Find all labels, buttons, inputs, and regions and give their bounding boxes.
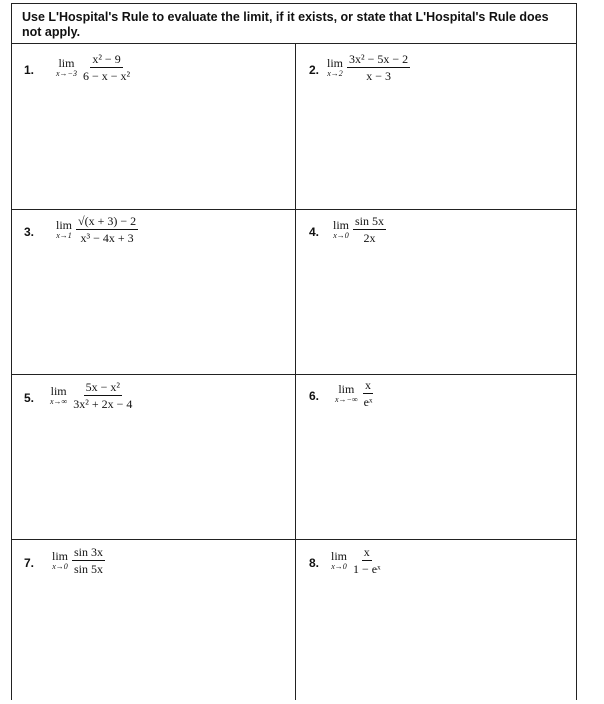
limit-expression <box>56 52 132 83</box>
problem-3 <box>12 209 295 374</box>
denominator: sin 5x <box>74 562 104 576</box>
lim-label: lim <box>52 549 69 563</box>
numerator: x <box>365 378 372 392</box>
limit-expression <box>52 545 105 576</box>
lim-label: lim <box>333 218 350 232</box>
numerator: 5x − x² <box>85 380 121 394</box>
problem-2 <box>295 44 578 209</box>
limit-expression <box>333 214 386 245</box>
problem-5 <box>12 374 295 539</box>
limit-approach: x→2 <box>327 69 343 78</box>
problem-8 <box>295 539 578 704</box>
problem-number: 6. <box>309 389 320 403</box>
fraction <box>353 214 386 245</box>
problem-number: 7. <box>24 556 35 570</box>
numerator: x² − 9 <box>92 52 121 66</box>
fraction <box>81 52 132 83</box>
numerator: 3x² − 5x − 2 <box>349 52 409 66</box>
limit-expression <box>331 545 383 576</box>
fraction <box>71 380 134 411</box>
lim-label: lim <box>50 384 67 398</box>
limit-expression <box>327 52 410 83</box>
fraction <box>362 378 375 409</box>
numerator: x <box>363 545 370 559</box>
denominator: 6 − x − x² <box>82 69 131 83</box>
numerator: √(x + 3) − 2 <box>78 214 137 228</box>
denominator: 1 − eˣ <box>353 562 381 576</box>
limit-approach: x→0 <box>331 562 347 571</box>
limit-expression <box>50 380 134 411</box>
problem-number: 5. <box>24 391 35 405</box>
limit-expression <box>56 214 138 245</box>
instructions: Use L'Hospital's Rule to evaluate the limit, if it exists, or state that L'Hospital's Rule does not apply. <box>12 4 576 44</box>
limit-approach: x→1 <box>56 231 72 240</box>
problem-number: 4. <box>309 225 320 239</box>
numerator: sin 3x <box>74 545 104 559</box>
fraction <box>347 52 410 83</box>
fraction <box>76 214 138 245</box>
problem-number: 3. <box>24 225 35 239</box>
problem-number: 8. <box>309 556 320 570</box>
lim-label: lim <box>58 56 75 70</box>
limit-approach: x→0 <box>333 231 349 240</box>
denominator: 3x² + 2x − 4 <box>73 397 133 411</box>
limit-approach: x→−∞ <box>335 395 358 404</box>
denominator: x − 3 <box>366 69 391 83</box>
worksheet <box>11 3 577 700</box>
denominator: eˣ <box>363 395 373 409</box>
denominator: 2x <box>363 231 376 245</box>
problem-4 <box>295 209 578 374</box>
lim-label: lim <box>338 382 355 396</box>
limit-approach: x→∞ <box>50 397 68 406</box>
lim-label: lim <box>56 218 73 232</box>
problem-1 <box>12 44 295 209</box>
lim-label: lim <box>331 549 348 563</box>
numerator: sin 5x <box>355 214 385 228</box>
problem-7 <box>12 539 295 704</box>
limit-expression <box>335 378 374 409</box>
fraction <box>351 545 383 576</box>
problem-6 <box>295 374 578 539</box>
fraction <box>72 545 105 576</box>
denominator: x³ − 4x + 3 <box>80 231 134 245</box>
problem-number: 1. <box>24 63 35 77</box>
problem-grid <box>12 44 576 700</box>
lim-label: lim <box>327 56 344 70</box>
limit-approach: x→0 <box>52 562 68 571</box>
limit-approach: x→−3 <box>56 69 77 78</box>
problem-number: 2. <box>309 63 320 77</box>
